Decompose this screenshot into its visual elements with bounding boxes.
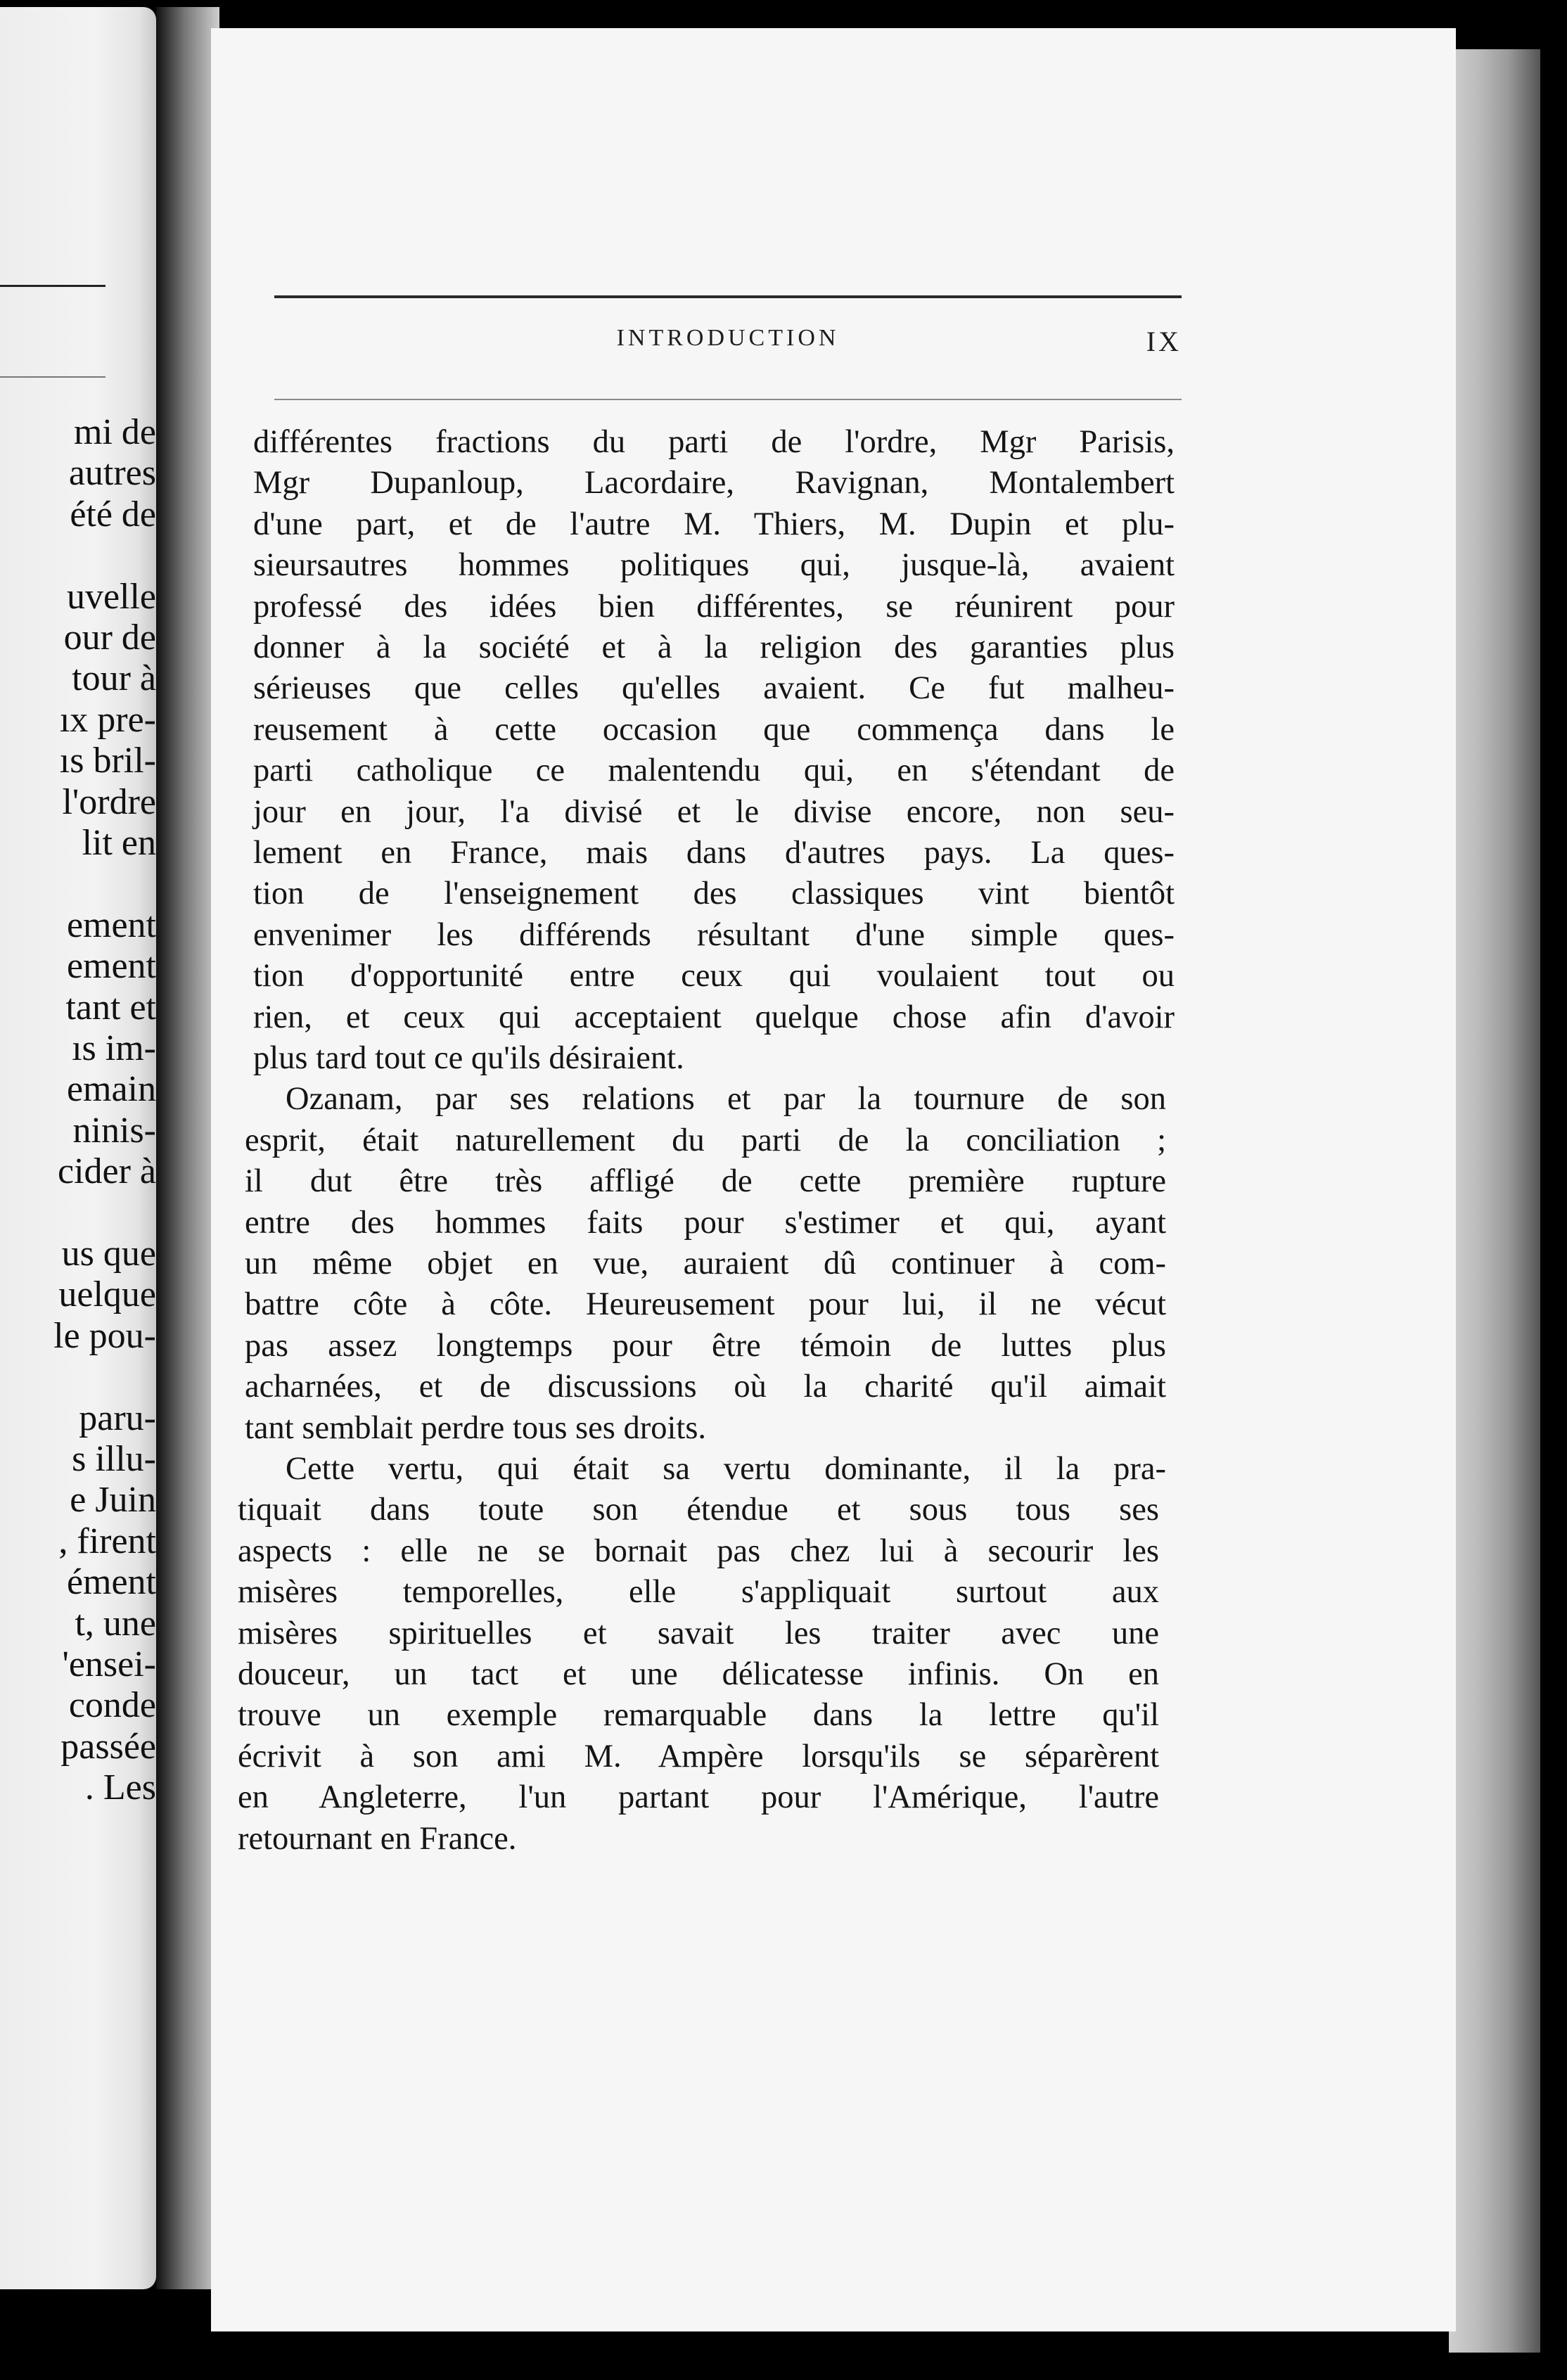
text-line: aspects : elle ne se bornait pas chez lui à secourir les: [238, 1533, 1159, 1569]
text-line: Ozanam, par ses relations et par la tournure de son: [286, 1081, 1166, 1118]
page-number: IX: [1146, 326, 1182, 357]
left-text-line: le pou-: [53, 1315, 156, 1356]
text-line: il dut être très affligé de cette première rupture: [245, 1163, 1166, 1200]
right-page: [211, 28, 1456, 2331]
running-head: INTRODUCTION: [616, 325, 840, 351]
text-line: différentes fractions du parti de l'ordre, Mgr Parisis,: [253, 424, 1175, 460]
text-line: esprit, était naturellement du parti de la conciliation ;: [245, 1122, 1166, 1158]
left-text-line: lit en: [82, 823, 156, 863]
text-line: battre côte à côte. Heureusement pour lui, il ne vécut: [245, 1286, 1166, 1323]
header-rule: [274, 399, 1182, 400]
text-line: un même objet en vue, auraient dû continuer à com-: [245, 1246, 1166, 1281]
left-text-line: emain: [66, 1069, 156, 1110]
text-line: envenimer les différends résultant d'une simple ques-: [253, 916, 1175, 953]
text-line: en Angleterre, l'un partant pour l'Amérique, l'autre: [238, 1779, 1159, 1816]
left-text-line: passée: [60, 1726, 156, 1767]
text-line: tion d'opportunité entre ceux qui voulaient tout ou: [253, 958, 1175, 994]
left-page: [0, 7, 156, 2289]
left-text-line: conde: [68, 1685, 156, 1726]
left-text-line: ément: [66, 1562, 156, 1603]
left-text-line: tant et: [65, 987, 156, 1028]
text-line: parti catholique ce malentendu qui, en s'étendant de: [253, 753, 1175, 789]
left-text-line: 'ensei-: [62, 1644, 156, 1684]
text-line: retournant en France.: [238, 1820, 517, 1857]
left-text-line: ıs im-: [72, 1028, 156, 1068]
left-text-line: t, une: [75, 1603, 156, 1644]
text-line: jour en jour, l'a divisé et le divise encore, non seu-: [253, 793, 1175, 830]
top-rule: [274, 295, 1182, 298]
left-text-line: l'ordre: [62, 781, 156, 822]
left-text-line: our de: [63, 618, 156, 658]
text-line: Cette vertu, qui était sa vertu dominante, il la pra-: [286, 1451, 1166, 1487]
gutter-shadow: [156, 7, 219, 2289]
left-text-line: uvelle: [66, 576, 156, 617]
left-text-line: mi de: [74, 412, 156, 452]
left-page-rule: [0, 285, 105, 287]
left-text-line: uelque: [58, 1274, 156, 1315]
text-line: douceur, un tact et une délicatesse infinis. On en: [238, 1656, 1159, 1692]
text-line: sérieuses que celles qu'elles avaient. Ce fut malheu-: [253, 670, 1175, 707]
left-text-line: été de: [70, 494, 156, 535]
left-text-line: us que: [61, 1234, 156, 1274]
text-line: misères spirituelles et savait les traiter avec une: [238, 1615, 1159, 1651]
left-text-line: cider à: [57, 1151, 156, 1192]
text-line: reusement à cette occasion que commença dans le: [253, 711, 1175, 748]
text-line: plus tard tout ce qu'ils désiraient.: [253, 1040, 684, 1076]
text-line: entre des hommes faits pour s'estimer et qui, ayant: [245, 1204, 1166, 1241]
text-line: Mgr Dupanloup, Lacordaire, Ravignan, Montalembert: [253, 465, 1175, 501]
text-line: tiquait dans toute son étendue et sous tous ses: [238, 1492, 1159, 1528]
left-text-line: paru-: [79, 1397, 156, 1438]
text-line: misères temporelles, elle s'appliquait surtout aux: [238, 1574, 1159, 1611]
text-line: tion de l'enseignement des classiques vint bientôt: [253, 876, 1175, 912]
text-line: donner à la société et à la religion des garanties plus: [253, 629, 1175, 665]
left-text-line: , firent: [58, 1521, 156, 1561]
text-line: écrivit à son ami M. Ampère lorsqu'ils se séparèrent: [238, 1738, 1159, 1774]
left-text-line: autres: [68, 453, 156, 494]
text-line: professé des idées bien différentes, se réunirent pour: [253, 588, 1175, 625]
left-text-line: tour à: [72, 658, 156, 699]
page-edge: [1449, 49, 1540, 2353]
text-line: pas assez longtemps pour être témoin de luttes plus: [245, 1327, 1166, 1364]
left-text-line: . Les: [84, 1767, 156, 1808]
left-text-line: ıs bril-: [59, 741, 156, 781]
text-line: trouve un exemple remarquable dans la lettre qu'il: [238, 1697, 1159, 1734]
left-text-line: ıx pre-: [59, 699, 156, 740]
left-text-line: e Juin: [70, 1480, 156, 1521]
left-text-line: s illu-: [72, 1439, 156, 1479]
text-line: lement en France, mais dans d'autres pays. La ques-: [253, 835, 1175, 871]
text-line: acharnées, et de discussions où la charité qu'il aimait: [245, 1369, 1166, 1405]
text-line: tant semblait perdre tous ses droits.: [245, 1409, 707, 1446]
text-line: d'une part, et de l'autre M. Thiers, M. Dupin et plu-: [253, 506, 1175, 542]
page-header: [274, 325, 1182, 374]
left-text-line: ement: [66, 904, 156, 945]
left-text-line: ninis-: [72, 1110, 156, 1151]
text-line: sieursautres hommes politiques qui, jusque-là, avaient: [253, 547, 1175, 584]
text-line: rien, et ceux qui acceptaient quelque chose afin d'avoir: [253, 999, 1175, 1035]
left-text-line: ement: [66, 946, 156, 987]
left-page-header-rule: [0, 376, 105, 378]
